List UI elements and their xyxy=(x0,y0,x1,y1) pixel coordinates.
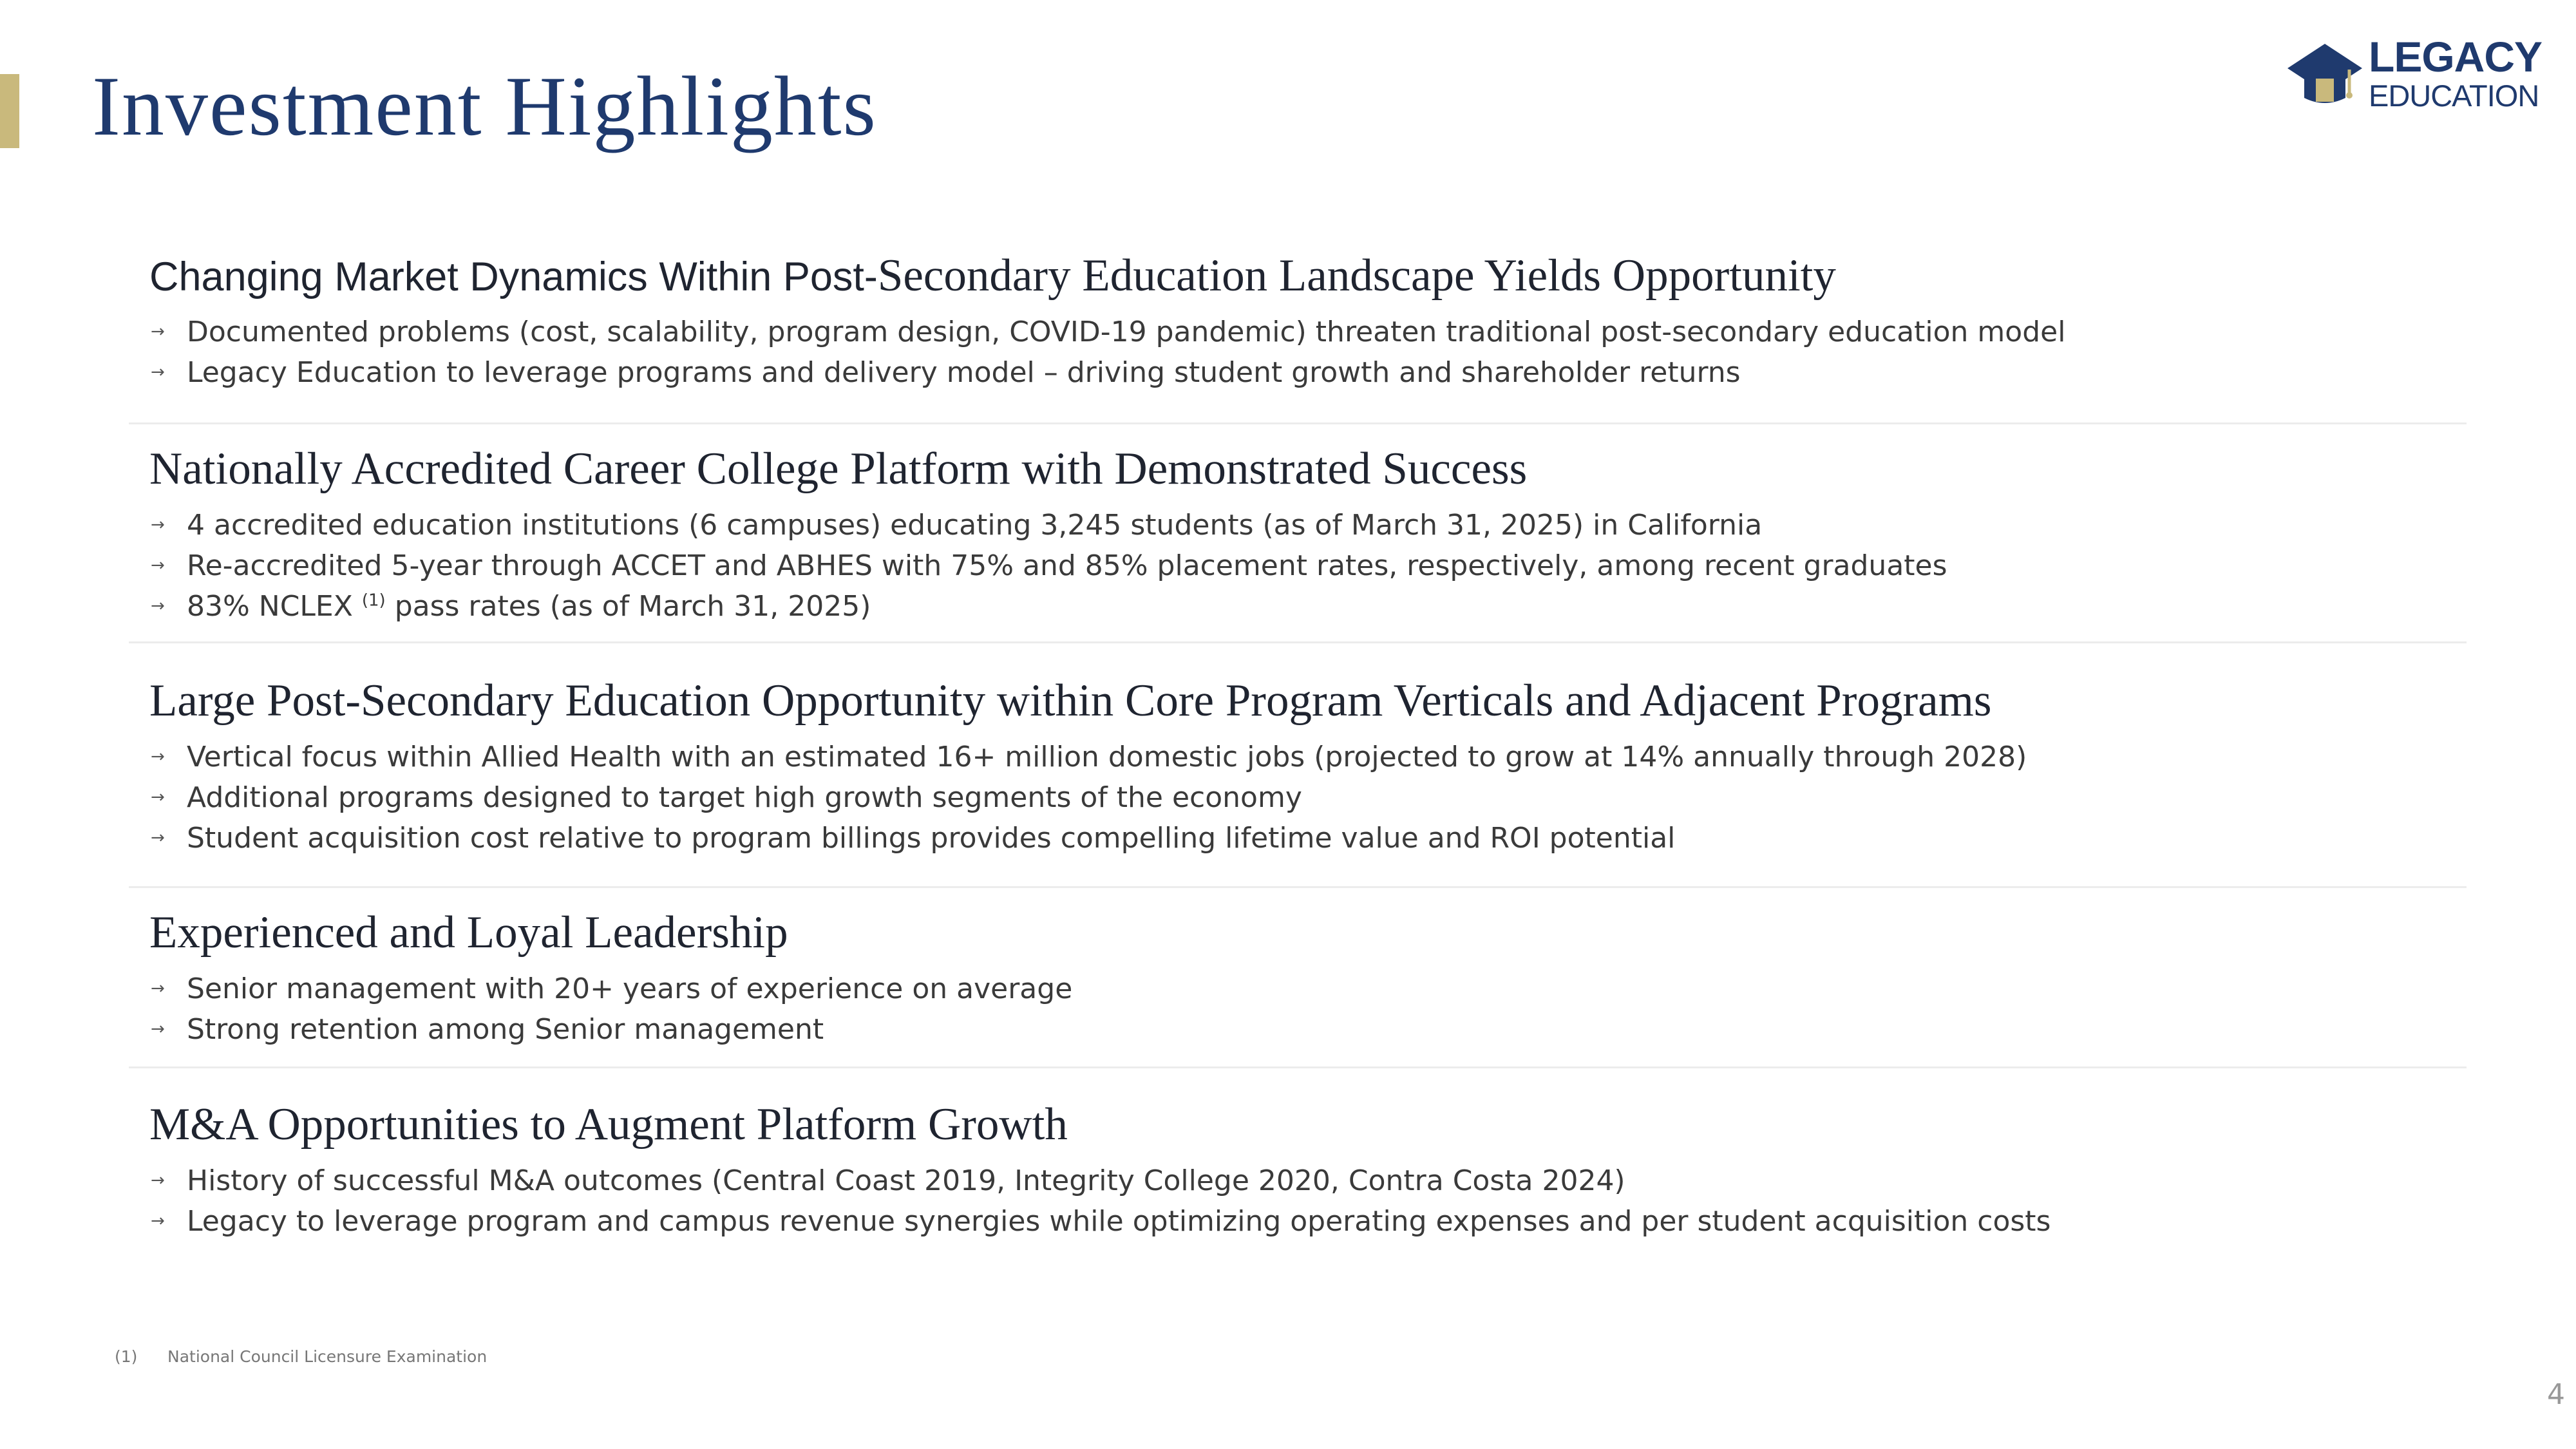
arrow-icon: → xyxy=(151,596,165,616)
bullet-text: Strong retention among Senior management xyxy=(187,1012,824,1046)
footnote-text: National Council Licensure Examination xyxy=(167,1347,488,1366)
footnote xyxy=(115,1347,487,1366)
highlight-section xyxy=(129,250,2467,424)
bullet-item xyxy=(151,1201,2467,1242)
logo-line-2: EDUCATION xyxy=(2369,79,2539,113)
page-number: 4 xyxy=(2547,1378,2565,1411)
section-heading xyxy=(149,250,2467,303)
arrow-icon: → xyxy=(151,746,165,766)
bullet-text: Student acquisition cost relative to program billings provides compelling lifetime value and ROI potential xyxy=(187,821,1676,855)
bullet-text: Documented problems (cost, scalability, program design, COVID-19 pandemic) threaten traditional post-secondary education model xyxy=(187,315,2066,348)
bullet-list xyxy=(129,312,2467,393)
arrow-icon: → xyxy=(151,362,165,382)
title-accent-bar xyxy=(0,74,19,148)
footnote-number: (1) xyxy=(115,1347,138,1366)
arrow-icon: → xyxy=(151,555,165,575)
bullet-item xyxy=(151,777,2467,818)
bullet-text: Legacy Education to leverage programs and delivery model – driving student growth and shareholder returns xyxy=(187,355,1741,389)
highlight-section xyxy=(129,1099,2467,1260)
page-title: Investment Highlights xyxy=(92,59,877,153)
bullet-list xyxy=(129,737,2467,858)
bullet-list xyxy=(129,505,2467,627)
section-heading: Large Post-Secondary Education Opportunity within Core Program Verticals and Adjacent Programs xyxy=(149,676,1992,726)
bullet-item xyxy=(151,586,2467,627)
arrow-icon: → xyxy=(151,321,165,341)
arrow-icon: → xyxy=(151,515,165,535)
arrow-icon: → xyxy=(151,1211,165,1231)
bullet-text: Re-accredited 5-year through ACCET and ABHES with 75% and 85% placement rates, respectively, among recent graduates xyxy=(187,549,1947,582)
bullet-item xyxy=(151,312,2467,352)
highlight-section xyxy=(129,675,2467,888)
logo-wordmark xyxy=(2369,35,2542,111)
bullet-text: 83% NCLEX xyxy=(187,589,362,623)
section-heading-part: Secondary Education Landscape Yields Opportunity xyxy=(877,251,1836,301)
company-logo xyxy=(2286,35,2557,113)
bullet-item xyxy=(151,1009,2467,1050)
section-heading-part: Changing Market Dynamics Within Post- xyxy=(149,254,878,299)
bullet-item xyxy=(151,737,2467,777)
bullet-item xyxy=(151,818,2467,858)
bullet-text: Vertical focus within Allied Health with an estimated 16+ million domestic jobs (projected to grow at 14% annually through 2028) xyxy=(187,740,2027,773)
arrow-icon: → xyxy=(151,978,165,998)
arrow-icon: → xyxy=(151,828,165,848)
bullet-item xyxy=(151,1160,2467,1201)
section-heading: Nationally Accredited Career College Platform with Demonstrated Success xyxy=(149,444,1528,494)
bullet-list xyxy=(129,969,2467,1050)
footnote-marker: (1) xyxy=(361,590,386,610)
arrow-icon: → xyxy=(151,1170,165,1190)
bullet-text: History of successful M&A outcomes (Central Coast 2019, Integrity College 2020, Contra Costa 2024) xyxy=(187,1164,1625,1197)
section-heading: Experienced and Loyal Leadership xyxy=(149,907,788,958)
highlight-section xyxy=(129,443,2467,643)
bullet-list xyxy=(129,1160,2467,1242)
bullet-text: Additional programs designed to target high growth segments of the economy xyxy=(187,781,1302,814)
bullet-text: Senior management with 20+ years of experience on average xyxy=(187,972,1073,1005)
logo-line-1: LEGACY xyxy=(2369,33,2543,80)
bullet-item xyxy=(151,545,2467,586)
highlight-section xyxy=(129,907,2467,1068)
bullet-text: pass rates (as of March 31, 2025) xyxy=(385,589,871,623)
arrow-icon: → xyxy=(151,787,165,807)
graduation-cap-icon xyxy=(2286,39,2363,109)
arrow-icon: → xyxy=(151,1019,165,1039)
bullet-item xyxy=(151,505,2467,545)
bullet-item xyxy=(151,969,2467,1009)
bullet-text: Legacy to leverage program and campus revenue synergies while optimizing operating expenses and per student acquisition costs xyxy=(187,1204,2051,1238)
section-heading: M&A Opportunities to Augment Platform Growth xyxy=(149,1099,1068,1150)
bullet-item xyxy=(151,352,2467,393)
bullet-text: 4 accredited education institutions (6 campuses) educating 3,245 students (as of March 31, 2025) in California xyxy=(187,508,1763,542)
